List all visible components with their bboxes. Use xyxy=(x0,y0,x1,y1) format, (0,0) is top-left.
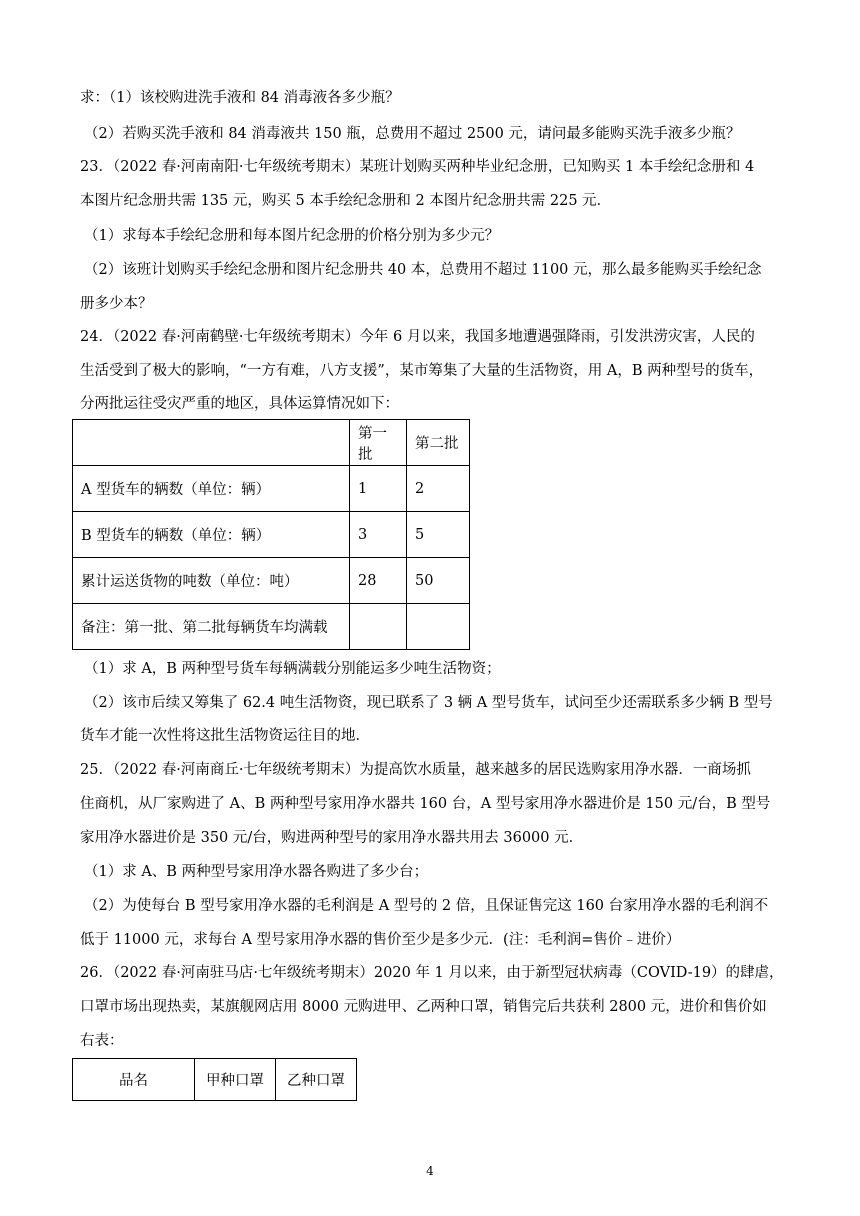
text-line: （1）求 A，B 两种型号货车每辆满载分别能运多少吨生活物资； xyxy=(84,661,501,677)
text-line: （2）若购买洗手液和 84 消毒液共 150 瓶，总费用不超过 2500 元，请问最多能购买洗手液多少瓶？ xyxy=(84,126,741,142)
table-cell xyxy=(73,420,350,466)
page-number: 4 xyxy=(426,1164,434,1178)
text-line: （1）求 A、B 两种型号家用净水器各购进了多少台； xyxy=(84,864,429,880)
table-row xyxy=(73,604,470,650)
table-row xyxy=(73,466,470,512)
table-row xyxy=(73,558,470,604)
table-cell: 品名 xyxy=(73,1059,195,1101)
table-cell: 甲种口罩 xyxy=(195,1059,276,1101)
table-cell: 第二批 xyxy=(407,420,470,466)
truck-table xyxy=(72,419,470,650)
table-cell: 28 xyxy=(350,558,407,604)
table-cell: 50 xyxy=(407,558,470,604)
text-line: 家用净水器进价是 350 元/台，购进两种型号的家用净水器共用去 36000 元． xyxy=(80,830,584,846)
text-line: 货车才能一次性将这批生活物资运往目的地． xyxy=(80,728,370,744)
text-line: 分两批运往受灾严重的地区，具体运算情况如下： xyxy=(80,396,399,412)
table-header-row xyxy=(73,1059,357,1101)
text-line: （2）该班计划购买手绘纪念册和图片纪念册共 40 本，总费用不超过 1100 元，那么最多能购买手绘纪念 xyxy=(84,262,762,278)
text-line: 住商机，从厂家购进了 A、B 两种型号家用净水器共 160 台，A 型号家用净水器进价是 150 元/台，B 型号 xyxy=(80,796,771,812)
text-line: 生活受到了极大的影响，“一方有难，八方支援”，某市筹集了大量的生活物资，用 A，B 两种型号的货车， xyxy=(80,363,764,379)
table-row xyxy=(73,512,470,558)
text-line: 低于 11000 元，求每台 A 型号家用净水器的售价至少是多少元．(注：毛利润=售价﹣进价） xyxy=(80,932,681,948)
table-cell: 1 xyxy=(350,466,407,512)
table-header-row xyxy=(73,420,470,466)
table-cell: 5 xyxy=(407,512,470,558)
mask-table xyxy=(72,1058,357,1101)
table-cell xyxy=(407,604,470,650)
text-line: 口罩市场出现热卖，某旗舰网店用 8000 元购进甲、乙两种口罩，销售完后共获利 2800 元，进价和售价如 xyxy=(80,999,767,1015)
text-line: （2）该市后续又筹集了 62.4 吨生活物资，现已联系了 3 辆 A 型号货车，试问至少还需联系多少辆 B 型号 xyxy=(84,695,773,711)
table-cell xyxy=(350,604,407,650)
text-line: 求：（1）该校购进洗手液和 84 消毒液各多少瓶？ xyxy=(80,90,400,106)
text-line: 24．（2022 春·河南鹤壁·七年级统考期末）今年 6 月以来，我国多地遭遇强降雨，引发洪涝灾害，人民的 xyxy=(80,329,755,345)
text-line: 23．（2022 春·河南南阳·七年级统考期末）某班计划购买两种毕业纪念册，已知购买 1 本手绘纪念册和 4 xyxy=(80,159,755,175)
text-line: 右表： xyxy=(80,1033,124,1049)
table-cell: A 型货车的辆数（单位：辆） xyxy=(73,466,350,512)
text-line: 册多少本？ xyxy=(80,296,153,312)
text-line: 25．（2022 春·河南商丘·七年级统考期末）为提高饮水质量，越来越多的居民选购家用净水器．一商场抓 xyxy=(80,762,751,778)
table-cell: 2 xyxy=(407,466,470,512)
text-line: （1）求每本手绘纪念册和每本图片纪念册的价格分别为多少元？ xyxy=(84,228,500,244)
table-cell: 第一批 xyxy=(350,420,407,466)
table-cell: 累计运送货物的吨数（单位：吨） xyxy=(73,558,350,604)
text-line: 本图片纪念册共需 135 元，购买 5 本手绘纪念册和 2 本图片纪念册共需 225 元． xyxy=(80,193,612,209)
table-cell: 乙种口罩 xyxy=(276,1059,357,1101)
text-line: （2）为使每台 B 型号家用净水器的毛利润是 A 型号的 2 倍，且保证售完这 160 台家用净水器的毛利润不 xyxy=(84,898,769,914)
text-line: 26．（2022 春·河南驻马店·七年级统考期末）2020 年 1 月以来，由于新型冠状病毒（COVID-19）的肆虐， xyxy=(80,965,784,981)
table-cell: 备注：第一批、第二批每辆货车均满载 xyxy=(73,604,350,650)
table-cell: B 型货车的辆数（单位：辆） xyxy=(73,512,350,558)
table-cell: 3 xyxy=(350,512,407,558)
